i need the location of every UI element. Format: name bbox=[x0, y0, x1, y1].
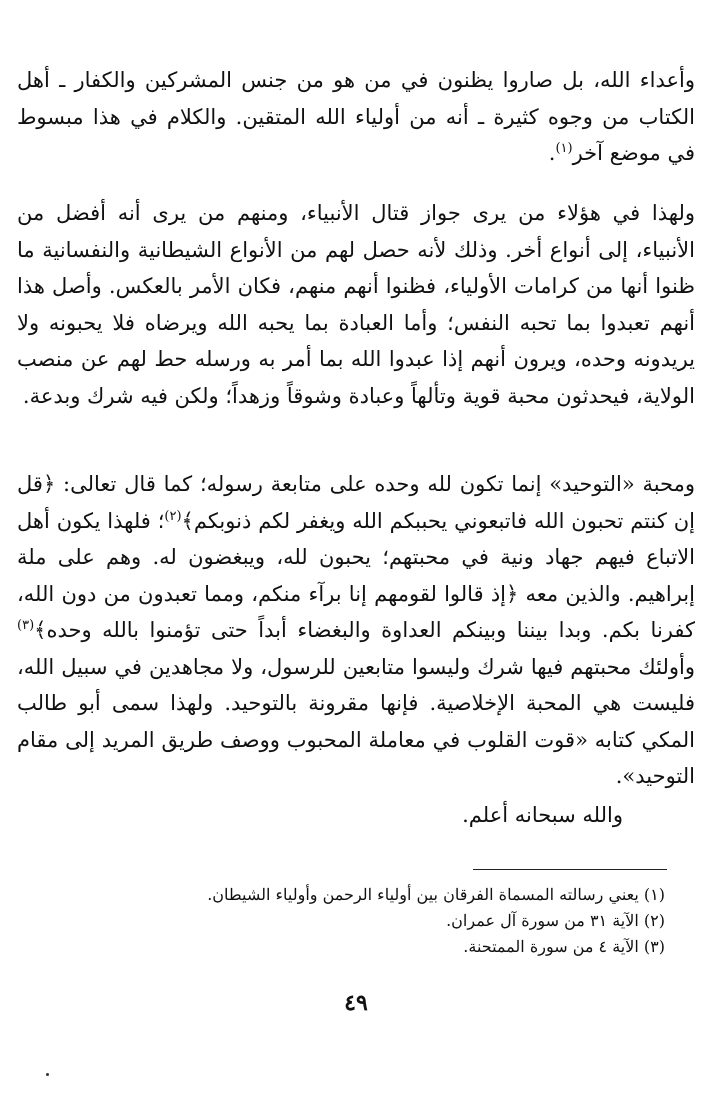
scan-speck bbox=[46, 1073, 49, 1076]
footnote-3: (٣) الآية ٤ من سورة الممتحنة. bbox=[463, 937, 665, 956]
paragraph-2-text: ولهذا في هؤلاء من يرى جواز قتال الأنبياء، ومنهم من يرى أنه أفضل من الأنبياء، إلى أنواع أخر. وذلك لأنه حصل لهم من الأنواع الشيطانية والنفسانية ما ظنوا أنها من كرامات الأولياء، فظنوا أنهم منهم، فكان الأمر بالعكس. وأصل هذا أنهم تعبدوا بما تحبه النفس؛ وأما العبادة بما يحبه الله ويرضاه فلا يحبونه ولا يريدونه وحده، ويرون أنهم إذا عبدوا الله بما أمر به ورسله حط لهم عن منصب الولاية، فيحدثون محبة قوية وتألهاً وعبادة وشوقاً وزهداً؛ ولكن فيه شرك وبدعة. bbox=[17, 201, 695, 408]
paragraph-3-part-2: ؛ فلهذا يكون أهل الاتباع فيهم جهاد ونية في محبتهم؛ يحبون لله، ويبغضون له. وهم على ملة إبراهيم. والذين معه ﴿إذ قالوا لقومهم إنا برآء منكم، ومما تعبدون من دون الله، كفرنا بكم. وبدا بيننا وبينكم العداوة والبغضاء أبداً حتى تؤمنوا بالله وحده﴾ bbox=[17, 508, 695, 642]
paragraph-1-tail: . bbox=[548, 141, 556, 165]
footnote-2: (٢) الآية ٣١ من سورة آل عمران. bbox=[446, 911, 665, 930]
footnote-ref-3: (٣) bbox=[17, 618, 35, 633]
footnote-ref-1: (١) bbox=[555, 141, 573, 156]
closing-line bbox=[223, 797, 623, 834]
paragraph-3-part-1: ومحبة «التوحيد» إنما تكون لله وحده على متابعة رسوله؛ كما قال تعالى: ﴿قل إن كنتم تحبون الله فاتبعوني يحببكم الله ويغفر لكم ذنوبكم﴾ bbox=[17, 472, 695, 533]
closing-line-text: والله سبحانه أعلم. bbox=[462, 803, 623, 827]
footnote-separator bbox=[473, 869, 667, 870]
paragraph-1-text: وأعداء الله، بل صاروا يظنون في من هو من جنس المشركين والكفار ـ أهل الكتاب من وجوه كثيرة ـ أنه من أولياء الله المتقين. والكلام في هذا مبسوط في موضع آخر bbox=[17, 68, 695, 165]
paragraph-3 bbox=[17, 466, 695, 795]
paragraph-1 bbox=[17, 62, 695, 172]
paragraph-2 bbox=[17, 195, 695, 414]
footnote-ref-2: (٢) bbox=[164, 508, 182, 524]
paragraph-3-part-3: وأولئك محبتهم فيها شرك وليسوا متابعين للرسول، ولا مجاهدين في سبيل الله، فليست هي المحبة الإخلاصية. فإنها مقرونة بالتوحيد. ولهذا سمى أبو طالب المكي كتابه «قوت القلوب في معاملة المحبوب ووصف طريق المريد إلى مقام التوحيد». bbox=[17, 654, 695, 788]
page-number: ٤٩ bbox=[344, 990, 368, 1016]
footnote-1: (١) يعني رسالته المسماة الفرقان بين أولياء الرحمن وأولياء الشيطان. bbox=[207, 885, 665, 904]
